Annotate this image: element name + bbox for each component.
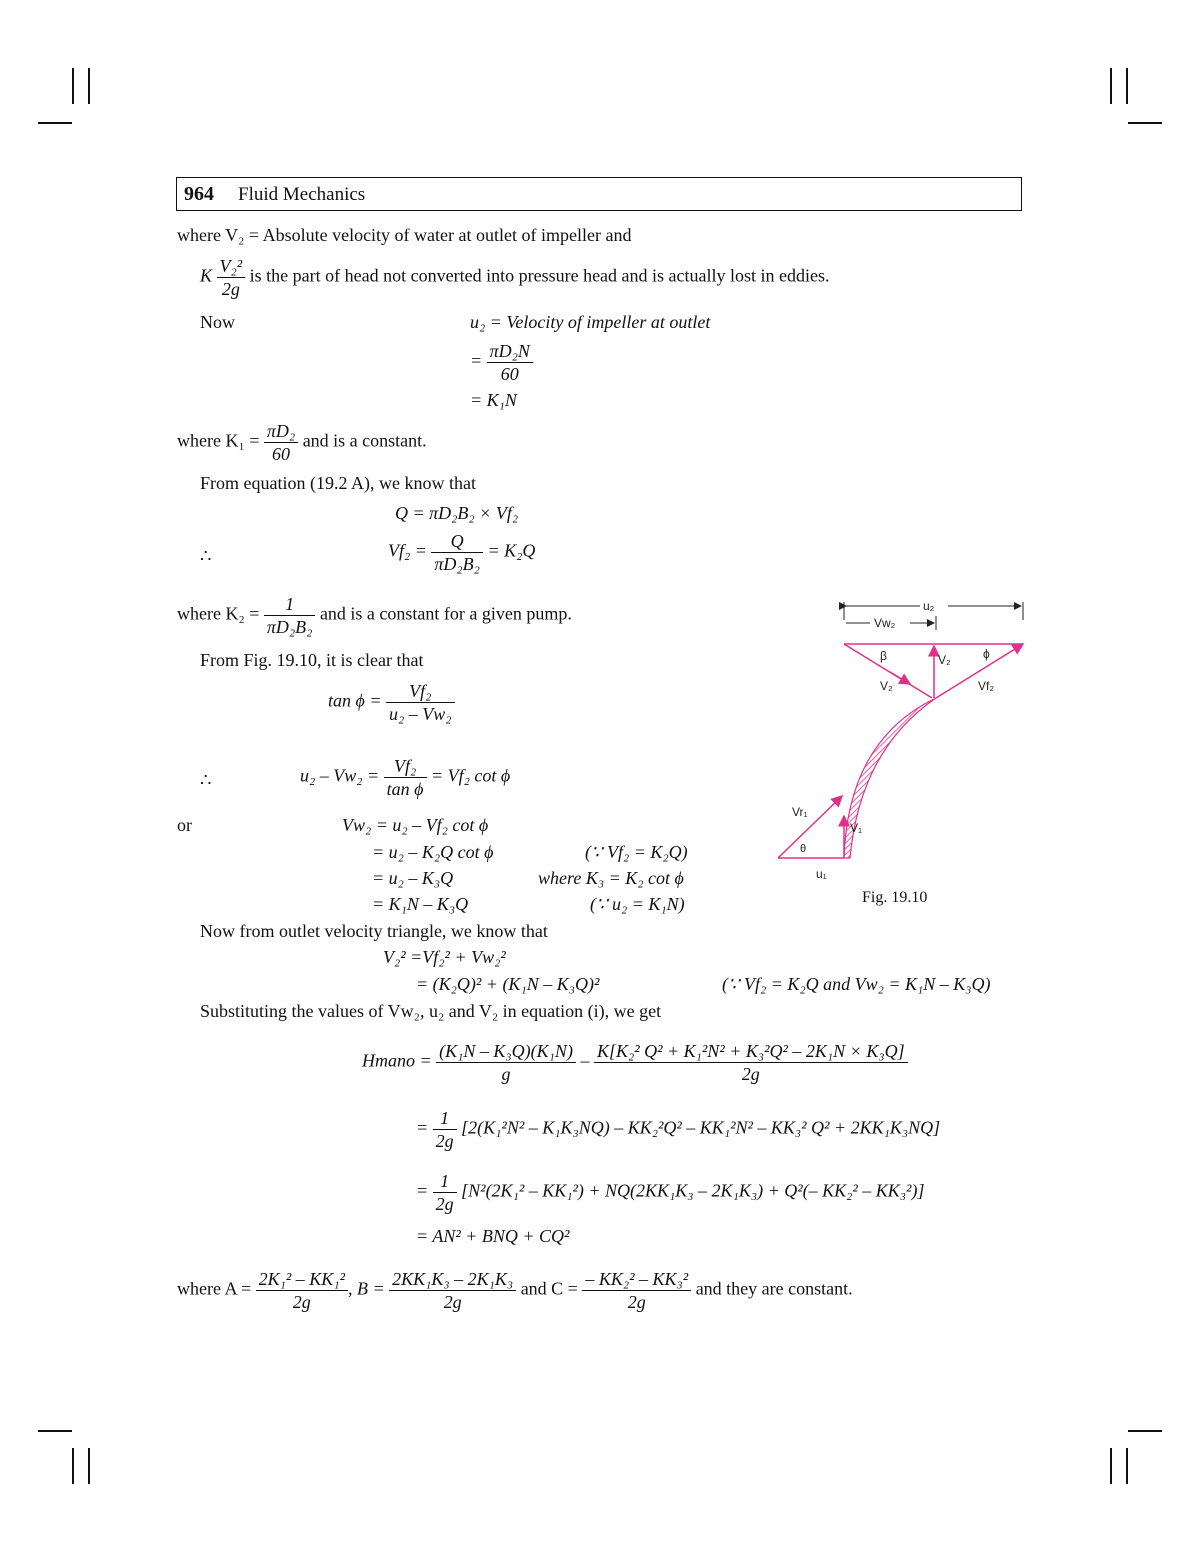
therefore-symbol: ∴ — [200, 546, 212, 566]
label-u2: u₂ — [923, 599, 935, 613]
denominator: πD₂B₂ — [266, 617, 313, 637]
expression: [N²(2K₁² – KK₁²) + NQ(2KK₁K₃ – 2K₁K₃) + Q²(– KK₂² – KK₃²)] — [461, 1180, 925, 1201]
fraction — [594, 1040, 908, 1085]
fraction — [433, 1107, 457, 1152]
denominator: 60 — [272, 444, 291, 464]
crop-mark — [1110, 1448, 1112, 1484]
text: where K₁ = — [177, 430, 260, 451]
expression: [2(K₁²N² – K₁K₃NQ) – KK₂²Q² – KK₁²N² – KK₃² Q² + 2KK₁K₃NQ] — [461, 1117, 941, 1138]
label-vw2: Vw₂ — [874, 616, 896, 630]
equation — [328, 680, 455, 725]
lhs: Hmano = — [362, 1050, 432, 1071]
denominator: 2g — [443, 1292, 462, 1312]
denominator: g — [501, 1064, 511, 1084]
numerator: V₂² — [217, 255, 246, 278]
lhs: tan ϕ = — [328, 690, 382, 711]
numerator: 1 — [264, 593, 316, 616]
crop-mark — [1110, 68, 1112, 104]
denominator: u₂ – Vw₂ — [388, 704, 452, 724]
symbol: K — [200, 265, 213, 286]
equation: = $\frac{\text{πD₂N}}{60}$ — [470, 340, 533, 385]
denominator: 60 — [500, 364, 519, 384]
denominator: 2g — [741, 1064, 760, 1084]
constants-definition — [177, 1268, 853, 1313]
numerator: (K₁N – K₃Q)(K₁N) — [436, 1040, 576, 1063]
fraction — [487, 340, 533, 385]
fraction — [384, 755, 427, 800]
text: and is a constant for a given pump. — [319, 603, 572, 624]
crop-mark — [72, 68, 74, 104]
denominator: 2g — [435, 1131, 454, 1151]
denominator: 2g — [627, 1292, 646, 1312]
fraction — [436, 1040, 576, 1085]
fraction — [256, 1268, 348, 1313]
text: is the part of head not converted into pressure head and is actually lost in eddies. — [249, 265, 830, 286]
equation — [388, 530, 535, 575]
equation: = K₁N – K₃Q — [372, 894, 469, 914]
text: where K₂ = — [177, 603, 260, 624]
label-theta: θ — [800, 843, 807, 855]
text: , B = — [347, 1278, 385, 1299]
crop-mark — [1126, 68, 1128, 104]
denominator: πD₂B₂ — [434, 554, 480, 574]
numerator: 2KK₁K₃ – 2K₁K₃ — [389, 1268, 516, 1291]
text-line: Now from outlet velocity triangle, we know that — [200, 921, 548, 941]
numerator: Vf₂ — [384, 755, 427, 778]
equation — [300, 755, 510, 800]
fraction — [389, 1268, 516, 1313]
equation: = u₂ – K₃Q — [372, 868, 454, 888]
fraction — [433, 1170, 457, 1215]
equation: = $\frac{1}{2g}$ [2(K₁²N² – K₁K₃NQ) – KK₂²Q² – KK₁²N² – KK₃² Q² + 2KK₁K₃NQ] — [416, 1108, 941, 1151]
text: and they are constant. — [695, 1278, 853, 1299]
numerator: πD₂ — [264, 420, 298, 443]
figure-caption: Fig. 19.10 — [862, 889, 928, 906]
numerator: 1 — [433, 1170, 457, 1193]
velocity-triangle-figure — [770, 590, 1040, 920]
fraction — [431, 530, 483, 575]
equation-hmano: Hmano = $\frac{\text{(K₁N – K₃Q)(K₁N)}}{g}$ – $\frac{\text{K[K₂² Q² + K₁²N² + K₃²Q² – 2K₁N × K₃Q]}}{2g}$ — [362, 1040, 908, 1085]
text: and is a constant. — [302, 430, 427, 451]
fraction — [582, 1268, 691, 1313]
text-line: From equation (19.2 A), we know that — [200, 473, 476, 493]
numerator: 2K₁² – KK₁² — [256, 1268, 348, 1291]
denominator: 2g — [221, 279, 240, 299]
crop-mark — [1128, 122, 1162, 124]
fraction — [386, 680, 455, 725]
numerator: – KK₂² – KK₃² — [582, 1268, 691, 1291]
page-number: 964 — [184, 183, 214, 205]
numerator: 1 — [433, 1107, 457, 1130]
equation-note: (∵ Vf₂ = K₂Q and Vw₂ = K₁N – K₃Q) — [722, 974, 991, 994]
equation: = u₂ – K₂Q cot ϕ — [372, 842, 494, 862]
k-lost-head-line — [200, 255, 830, 300]
equation: = $\frac{1}{2g}$ [N²(2K₁² – KK₁²) + NQ(2KK₁K₃ – 2K₁K₃) + Q²(– KK₂² – KK₃²)] — [416, 1171, 925, 1214]
v2-arrow — [890, 672, 910, 684]
rhs: = Vf₂ cot ϕ — [431, 765, 511, 786]
fraction — [264, 420, 298, 465]
fraction — [217, 255, 246, 300]
numerator: πD₂N — [487, 340, 533, 363]
equation: V₂² =Vf₂² + Vw₂² — [383, 947, 506, 967]
label-vr1: Vr₁ — [792, 805, 808, 819]
equation-note: where K₃ = K₂ cot ϕ — [538, 868, 684, 888]
text-now: Now — [200, 312, 235, 332]
crop-mark — [38, 122, 72, 124]
crop-mark — [72, 1448, 74, 1484]
text: and C = — [520, 1278, 578, 1299]
therefore-symbol: ∴ — [200, 770, 212, 790]
label-vf2: Vf₂ — [978, 679, 994, 693]
crop-mark — [88, 1448, 90, 1484]
text-line: From Fig. 19.10, it is clear that — [200, 650, 424, 670]
equation: Vw₂ = u₂ – Vf₂ cot ϕ — [342, 815, 489, 835]
label-v2-top: V₂ — [938, 653, 951, 667]
rhs: = K₂Q — [487, 540, 536, 561]
label-u1: u₁ — [816, 867, 827, 881]
text-line: Substituting the values of Vw₂, u₂ and V₂ in equation (i), we get — [200, 1001, 662, 1021]
label-v1: V₁ — [850, 821, 863, 835]
crop-mark — [38, 1430, 72, 1432]
equation: u₂ = Velocity of impeller at outlet — [470, 312, 711, 332]
denominator: 2g — [292, 1292, 311, 1312]
numerator: Q — [431, 530, 483, 553]
text-or: or — [177, 815, 192, 835]
crop-mark — [1126, 1448, 1128, 1484]
lhs: u₂ – Vw₂ = — [300, 765, 380, 786]
fraction — [264, 593, 316, 638]
k1-definition — [177, 420, 427, 465]
crop-mark — [1128, 1430, 1162, 1432]
equation-note: (∵ Vf₂ = K₂Q) — [585, 842, 688, 862]
label-v2: V₂ — [880, 679, 893, 693]
label-beta: β — [880, 649, 887, 663]
denominator: tan ϕ — [386, 779, 424, 799]
equation: Q = πD₂B₂ × Vf₂ — [395, 503, 519, 523]
denominator: 2g — [435, 1194, 454, 1214]
numerator: Vf₂ — [386, 680, 455, 703]
running-title: Fluid Mechanics — [238, 184, 366, 205]
crop-mark — [88, 68, 90, 104]
lhs: Vf₂ = — [388, 540, 427, 561]
numerator: K[K₂² Q² + K₁²N² + K₃²Q² – 2K₁N × K₃Q] — [594, 1040, 908, 1063]
equation: = AN² + BNQ + CQ² — [416, 1226, 570, 1246]
equation-note: (∵ u₂ = K₁N) — [590, 894, 685, 914]
text: where A = — [177, 1278, 252, 1299]
equation: = (K₂Q)² + (K₁N – K₃Q)² — [416, 974, 600, 994]
vr1-vector — [778, 796, 842, 858]
equation: = K₁N — [470, 390, 517, 410]
k2-definition — [177, 593, 572, 638]
label-phi: ϕ — [983, 647, 990, 661]
text-line: where V₂ = Absolute velocity of water at outlet of impeller and — [177, 225, 632, 245]
